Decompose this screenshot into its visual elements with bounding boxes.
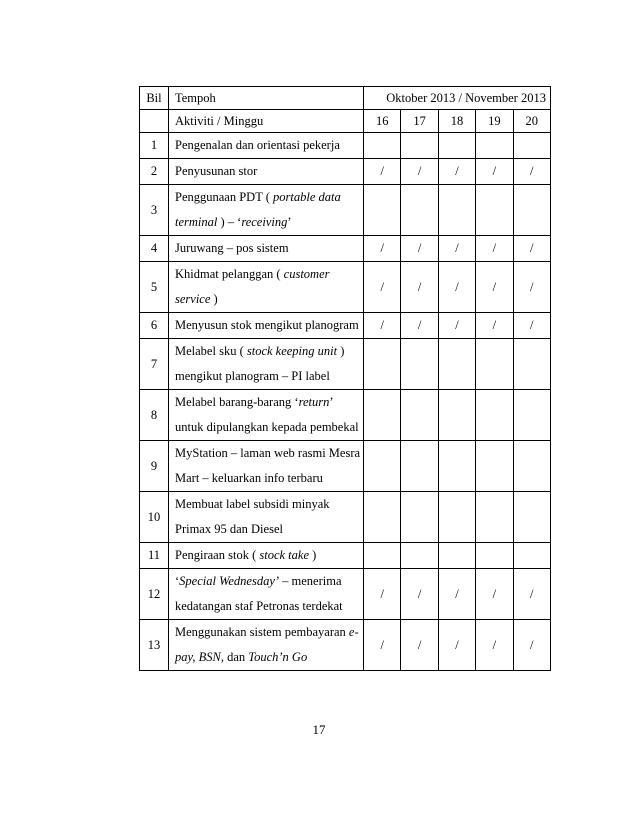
row-number: 8 <box>140 390 169 441</box>
week-mark: / <box>513 620 550 671</box>
schedule-body <box>140 133 551 671</box>
header-blank-cell <box>140 110 169 133</box>
header-week: 20 <box>513 110 550 133</box>
week-mark <box>364 339 401 390</box>
activity-text: Membuat label subsidi minyak Primax 95 dan Diesel <box>175 497 330 536</box>
week-mark <box>438 390 475 441</box>
table-row <box>140 185 551 236</box>
week-mark <box>401 543 438 569</box>
week-mark <box>401 441 438 492</box>
activity-text: Pengenalan dan orientasi pekerja <box>175 138 340 152</box>
week-mark <box>513 390 550 441</box>
table-row <box>140 620 551 671</box>
table-row <box>140 236 551 262</box>
week-mark <box>513 492 550 543</box>
week-mark: / <box>401 262 438 313</box>
row-number: 7 <box>140 339 169 390</box>
activity-text: Penyusunan stor <box>175 164 258 178</box>
row-number: 12 <box>140 569 169 620</box>
row-number: 3 <box>140 185 169 236</box>
week-mark: / <box>513 313 550 339</box>
header-week: 16 <box>364 110 401 133</box>
activity-cell <box>169 620 364 671</box>
row-number: 13 <box>140 620 169 671</box>
week-mark <box>476 185 513 236</box>
activity-text: Menggunakan sistem pembayaran <box>175 625 349 639</box>
activity-text: stock take <box>259 548 309 562</box>
week-mark <box>476 543 513 569</box>
week-mark: / <box>364 569 401 620</box>
week-mark: / <box>476 313 513 339</box>
header-bil: Bil <box>140 87 169 110</box>
table-row <box>140 313 551 339</box>
week-mark: / <box>513 569 550 620</box>
week-mark <box>438 133 475 159</box>
week-mark <box>401 492 438 543</box>
week-mark: / <box>476 159 513 185</box>
week-mark <box>364 492 401 543</box>
activity-cell <box>169 543 364 569</box>
week-mark: / <box>401 569 438 620</box>
activity-cell <box>169 159 364 185</box>
week-mark <box>438 441 475 492</box>
week-mark <box>513 133 550 159</box>
week-mark: / <box>476 262 513 313</box>
week-mark: / <box>513 262 550 313</box>
table-row <box>140 133 551 159</box>
activity-text: receiving <box>241 215 288 229</box>
activity-text: Special Wednesday’ <box>179 574 280 588</box>
week-mark: / <box>401 313 438 339</box>
week-mark <box>476 390 513 441</box>
row-number: 10 <box>140 492 169 543</box>
week-mark: / <box>364 159 401 185</box>
week-mark <box>438 543 475 569</box>
activity-text: Touch’n Go <box>248 650 308 664</box>
activity-text: Melabel barang-barang ‘ <box>175 395 299 409</box>
week-mark <box>476 492 513 543</box>
activity-cell <box>169 390 364 441</box>
activity-text: , dan <box>220 650 249 664</box>
week-mark <box>364 185 401 236</box>
activity-text: return <box>298 395 330 409</box>
table-row <box>140 441 551 492</box>
activity-cell <box>169 313 364 339</box>
activity-text: Pengiraan stok ( <box>175 548 260 562</box>
table-row <box>140 262 551 313</box>
table-row <box>140 492 551 543</box>
activity-cell <box>169 569 364 620</box>
week-mark: / <box>364 620 401 671</box>
row-number: 4 <box>140 236 169 262</box>
week-mark: / <box>364 313 401 339</box>
week-mark <box>364 390 401 441</box>
week-mark <box>476 441 513 492</box>
activity-text: Penggunaan PDT ( <box>175 190 274 204</box>
week-mark <box>476 133 513 159</box>
row-number: 2 <box>140 159 169 185</box>
week-mark <box>513 441 550 492</box>
activity-text: portable data terminal <box>175 190 341 229</box>
week-mark <box>364 543 401 569</box>
activity-text: e-pay, BSN <box>175 625 359 664</box>
week-mark: / <box>364 236 401 262</box>
week-mark: / <box>401 236 438 262</box>
week-mark <box>476 339 513 390</box>
header-activity: Aktiviti / Minggu <box>169 110 364 133</box>
row-number: 1 <box>140 133 169 159</box>
week-mark: / <box>513 236 550 262</box>
activity-text: Menyusun stok mengikut planogram <box>175 318 359 332</box>
week-mark: / <box>401 159 438 185</box>
activity-text: Melabel sku ( <box>175 344 247 358</box>
activity-text: ‘ <box>175 574 180 588</box>
activity-cell <box>169 339 364 390</box>
row-number: 11 <box>140 543 169 569</box>
activity-cell <box>169 492 364 543</box>
week-mark <box>438 339 475 390</box>
activity-text: customer service <box>175 267 330 306</box>
week-mark: / <box>401 620 438 671</box>
table-row <box>140 543 551 569</box>
week-mark <box>401 390 438 441</box>
table-row <box>140 339 551 390</box>
activity-text: ) <box>309 548 317 562</box>
week-mark: / <box>438 236 475 262</box>
week-mark: / <box>476 569 513 620</box>
activity-cell <box>169 262 364 313</box>
week-mark <box>401 185 438 236</box>
activity-cell <box>169 185 364 236</box>
week-mark: / <box>438 159 475 185</box>
table-row <box>140 569 551 620</box>
week-mark: / <box>513 159 550 185</box>
activity-text: stock keeping unit <box>246 344 338 358</box>
activity-cell <box>169 441 364 492</box>
week-mark <box>401 133 438 159</box>
week-mark <box>438 185 475 236</box>
activity-text: ) <box>210 292 218 306</box>
activity-text: ) – ‘ <box>217 215 242 229</box>
activity-text: Juruwang – pos sistem <box>175 241 289 255</box>
week-mark <box>438 492 475 543</box>
header-row-weeks <box>140 110 551 133</box>
week-mark <box>364 441 401 492</box>
week-mark: / <box>364 262 401 313</box>
header-period: Oktober 2013 / November 2013 <box>364 87 551 110</box>
header-row-top <box>140 87 551 110</box>
activity-text: Khidmat pelanggan ( <box>175 267 284 281</box>
activity-text: ) mengikut planogram – PI label <box>175 344 345 383</box>
activity-cell <box>169 133 364 159</box>
week-mark: / <box>438 569 475 620</box>
week-mark: / <box>438 313 475 339</box>
row-number: 9 <box>140 441 169 492</box>
week-mark <box>364 133 401 159</box>
week-mark: / <box>476 620 513 671</box>
table-row <box>140 390 551 441</box>
activity-schedule-table <box>139 86 551 671</box>
header-week: 17 <box>401 110 438 133</box>
activity-text: ’ <box>287 215 292 229</box>
page-number: 17 <box>312 722 326 737</box>
week-mark <box>401 339 438 390</box>
activity-text: MyStation – laman web rasmi Mesra Mart – keluarkan info terbaru <box>175 446 361 485</box>
week-mark <box>513 185 550 236</box>
activity-text: ’ untuk dipulangkan kepada pembekal <box>175 395 359 434</box>
week-mark: / <box>476 236 513 262</box>
row-number: 6 <box>140 313 169 339</box>
week-mark: / <box>438 620 475 671</box>
week-mark <box>513 339 550 390</box>
week-mark: / <box>438 262 475 313</box>
row-number: 5 <box>140 262 169 313</box>
header-week: 18 <box>438 110 475 133</box>
activity-cell <box>169 236 364 262</box>
week-mark <box>513 543 550 569</box>
header-week: 19 <box>476 110 513 133</box>
activity-text: – menerima kedatangan staf Petronas terdekat <box>175 574 343 613</box>
table-row <box>140 159 551 185</box>
header-tempoh: Tempoh <box>169 87 364 110</box>
